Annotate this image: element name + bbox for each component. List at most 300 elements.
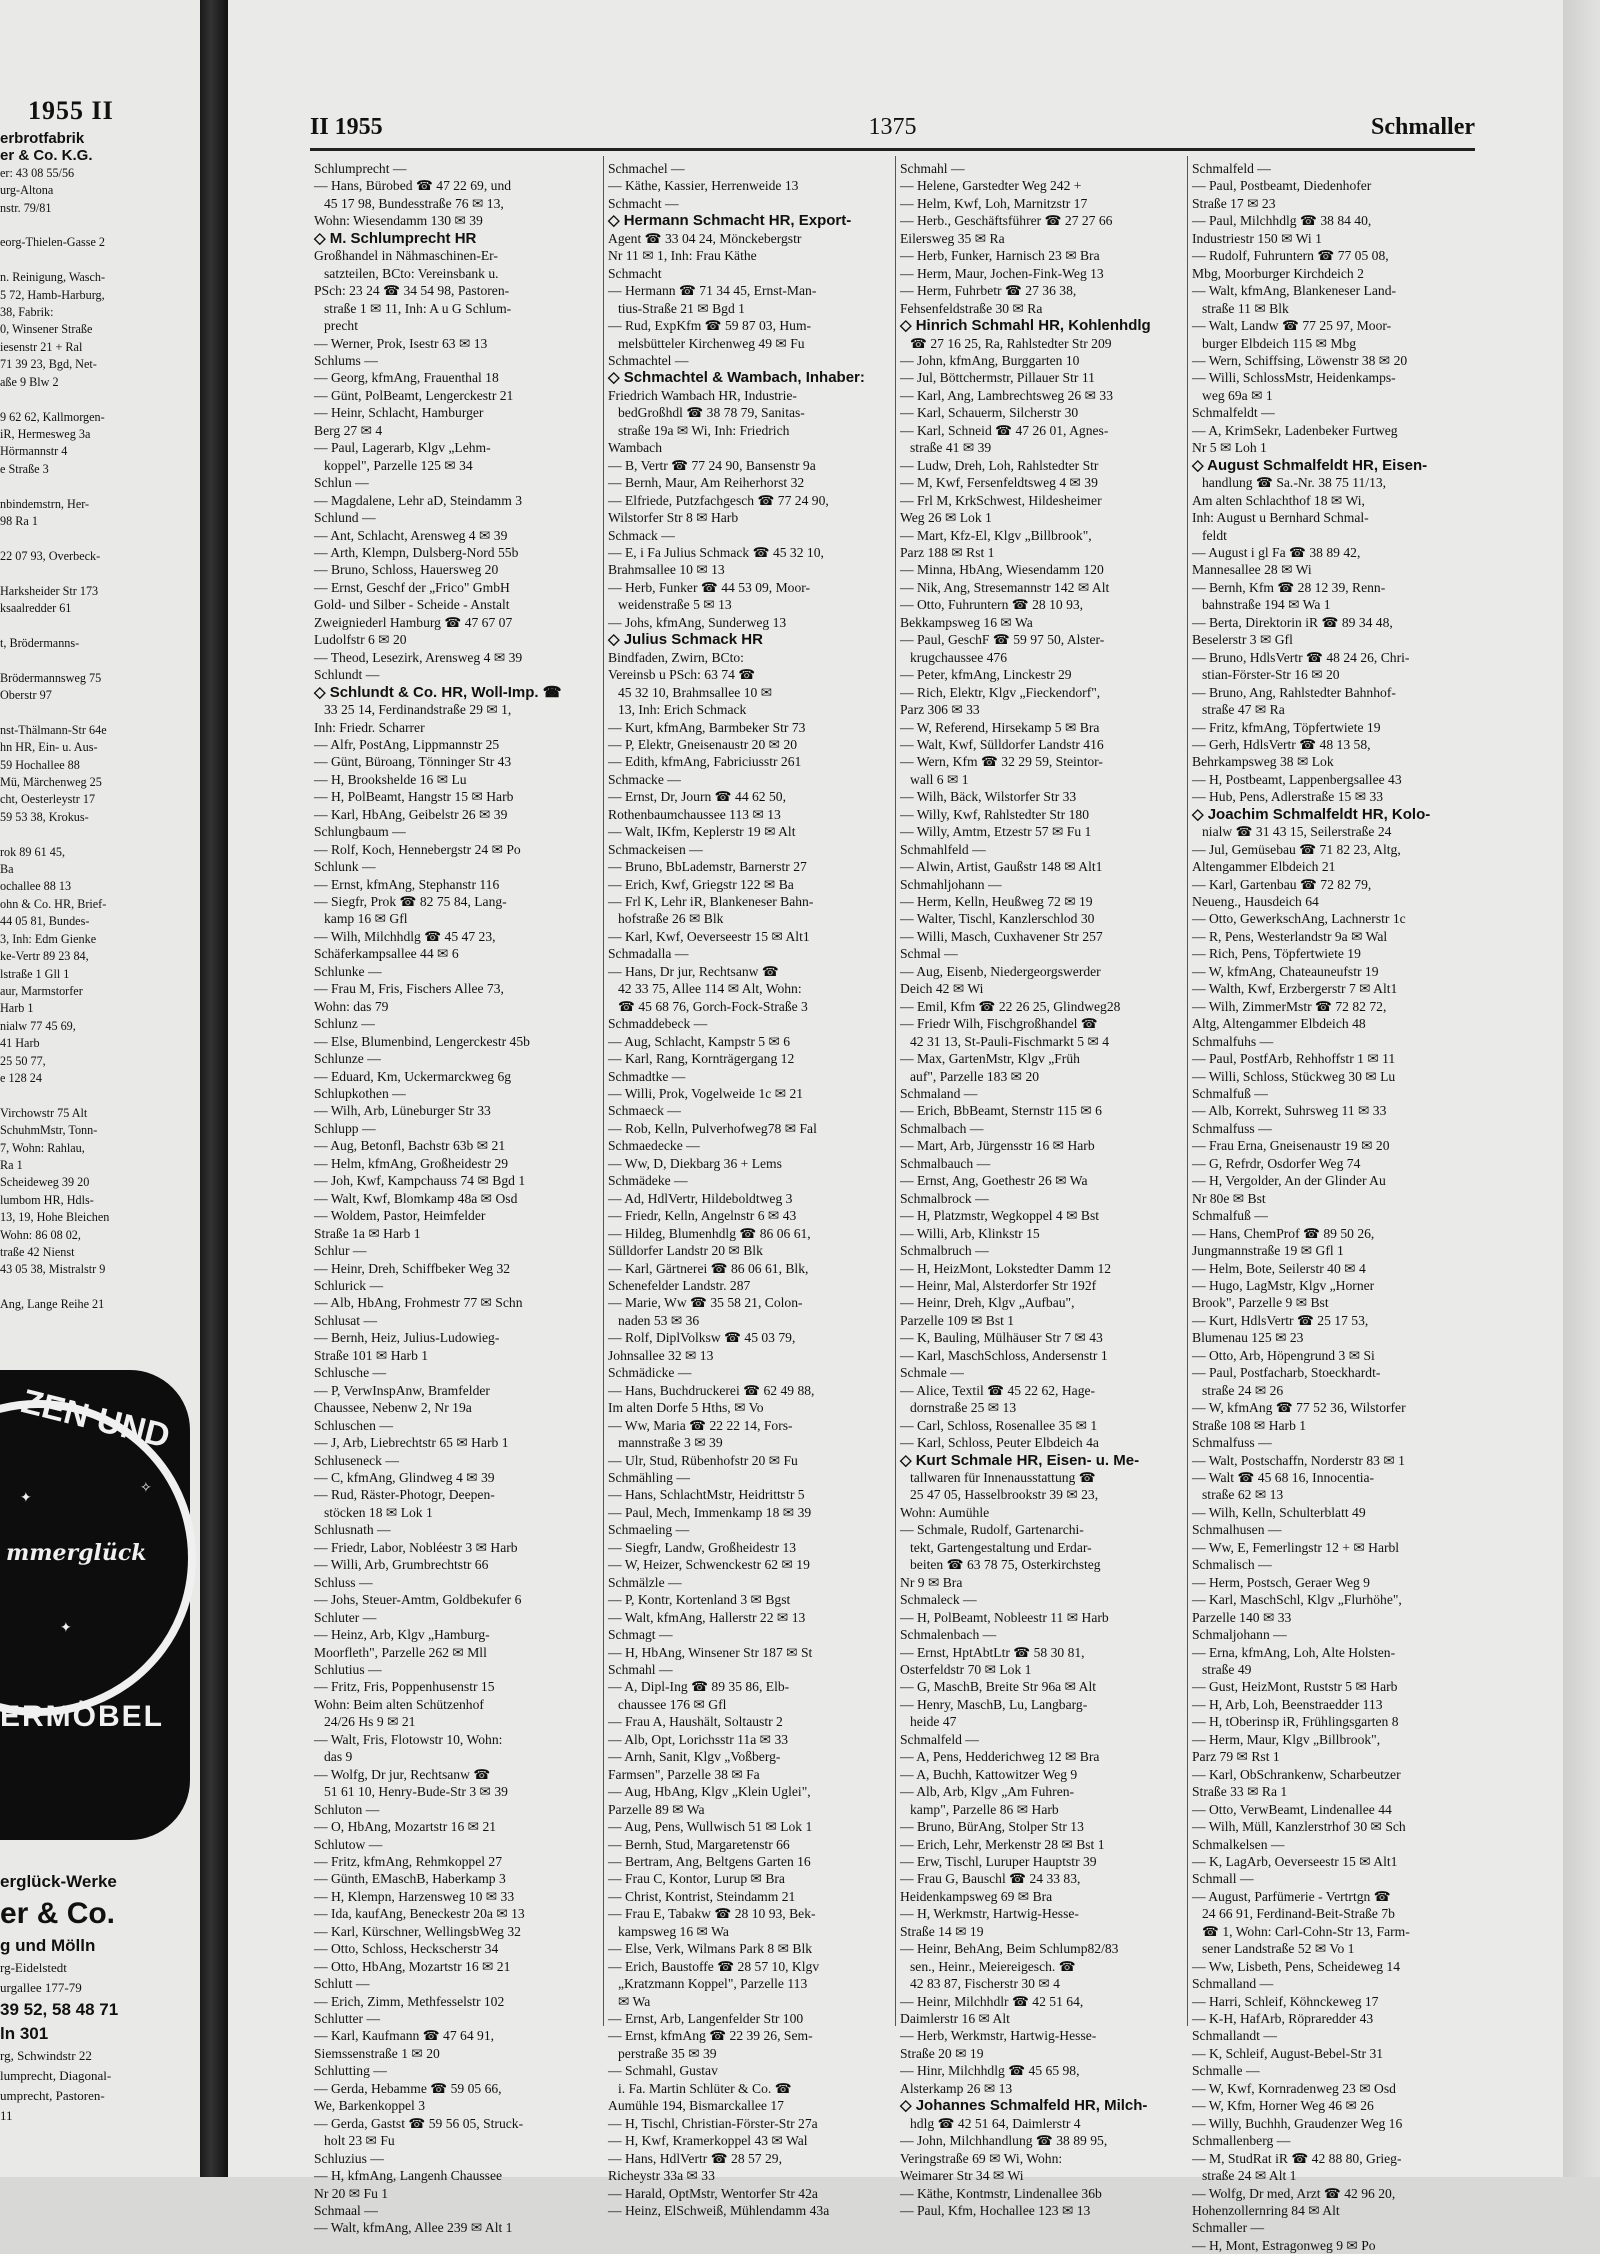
directory-line: — Heinr, Dreh, Schiffbeker Weg 32: [314, 1260, 511, 1276]
book-gutter: [200, 0, 228, 2177]
directory-line: Schmaeling —: [608, 1522, 690, 1538]
directory-line: — Minna, HbAng, Wiesendamm 120: [900, 562, 1104, 578]
directory-line: kamp 16 ✉ Gfl: [324, 911, 408, 927]
directory-line: — Kurt, kfmAng, Barmbeker Str 73: [608, 719, 806, 735]
directory-line: — Bruno, Ang, Rahlstedter Bahnhof-: [1192, 684, 1396, 700]
column-divider: [603, 156, 604, 2026]
left-page-line: [0, 217, 196, 234]
directory-line: — Georg, kfmAng, Frauenthal 18: [314, 370, 499, 386]
directory-line: Straße 17 ✉ 23: [1192, 195, 1276, 211]
directory-line: Schluton —: [314, 1801, 380, 1817]
directory-line: — H, Postbeamt, Lappenbergsallee 43: [1192, 771, 1402, 787]
directory-line: — Hans, SchlachtMstr, Heidrittstr 5: [608, 1487, 805, 1503]
directory-line: — Friedr Wilh, Fischgroßhandel ☎: [900, 1016, 1098, 1032]
directory-line: Schmalisch —: [1192, 1557, 1272, 1573]
directory-line: stöcken 18 ✉ Lok 1: [324, 1504, 433, 1520]
directory-line: — Karl, MaschSchloss, Andersenstr 1: [900, 1347, 1108, 1363]
directory-line: Schlutter —: [314, 2011, 381, 2027]
left-page-line: Brödermannsweg 75: [0, 670, 102, 685]
directory-line: — Friedr, Labor, Nobléestr 3 ✉ Harb: [314, 1539, 518, 1555]
left-page-line: 0, Winsener Straße: [0, 322, 93, 337]
directory-line: — Willy, Kwf, Rahlstedter Str 180: [900, 806, 1089, 822]
directory-line: Schlusnath —: [314, 1522, 391, 1538]
directory-line: Schlunz —: [314, 1016, 375, 1032]
directory-line: koppel", Parzelle 125 ✉ 34: [324, 457, 473, 473]
directory-line: Gold- und Silber - Scheide - Anstalt: [314, 597, 510, 613]
directory-line: — Hans, Bürobed ☎ 47 22 69, und: [314, 178, 512, 194]
left-page-line: [0, 252, 196, 269]
directory-line: Wohn: Aumühle: [900, 1504, 990, 1520]
directory-line: — W, Referend, Hirsekamp 5 ✉ Bra: [900, 719, 1100, 735]
directory-line: — Peter, kfmAng, Linckestr 29: [900, 667, 1072, 683]
directory-line: Schlutius —: [314, 1661, 382, 1677]
left-page-line: nstr. 79/81: [0, 200, 52, 215]
directory-line: — Bruno, BürAng, Stolper Str 13: [900, 1819, 1084, 1835]
directory-line: — Erich, Baustoffe ☎ 28 57 10, Klgv: [608, 1958, 820, 1974]
directory-line: ◇ Johannes Schmalfeld HR, Milch-: [900, 2097, 1148, 2115]
directory-line: — Heinz, Arb, Klgv „Hamburg-: [314, 1627, 490, 1643]
left-page-line: 25 50 77,: [0, 1053, 46, 1068]
directory-line: Schlunk —: [314, 859, 376, 875]
directory-line: precht: [324, 318, 358, 334]
directory-line: — Bertram, Ang, Beltgens Garten 16: [608, 1853, 811, 1869]
directory-line: ◇ Kurt Schmale HR, Eisen- u. Me-: [900, 1451, 1140, 1469]
directory-column-4: [1192, 160, 1476, 2253]
directory-line: — Walt, Kwf, Sülldorfer Landstr 416: [900, 736, 1104, 752]
directory-line: — H, Klempn, Harzensweg 10 ✉ 33: [314, 1888, 515, 1904]
directory-column-1: [314, 160, 598, 2236]
left-page-line: [0, 1087, 196, 1104]
directory-line: — Ww, Maria ☎ 22 22 14, Fors-: [608, 1417, 793, 1433]
left-page-line: [0, 826, 196, 843]
directory-line: — Walter, Tischl, Kanzlerschlod 30: [900, 911, 1095, 927]
directory-line: — Aug, Eisenb, Niedergeorgswerder: [900, 963, 1101, 979]
directory-line: — Jul, Böttchermstr, Pillauer Str 11: [900, 370, 1095, 386]
directory-line: Parzelle 140 ✉ 33: [1192, 1609, 1292, 1625]
directory-line: Schmale —: [900, 1365, 964, 1381]
left-page-line: ke-Vertr 89 23 84,: [0, 949, 89, 964]
directory-line: — Helm, kfmAng, Großheidestr 29: [314, 1155, 509, 1171]
left-page-line: cht, Oesterleystr 17: [0, 792, 96, 807]
ad-inner-text: mmerglück: [6, 1540, 147, 1566]
directory-line: tius-Straße 21 ✉ Bgd 1: [618, 300, 745, 316]
directory-line: — Ernst, Geschf der „Frico" GmbH: [314, 579, 510, 595]
directory-line: 24/26 Hs 9 ✉ 21: [324, 1714, 416, 1730]
left-page-line: [0, 652, 196, 669]
directory-line: — Karl, Kürschner, WellingsbWeg 32: [314, 1923, 521, 1939]
directory-line: — Aug, HbAng, Klgv „Klein Uglei",: [608, 1784, 811, 1800]
directory-line: — Gerda, Hebamme ☎ 59 05 66,: [314, 2080, 502, 2096]
directory-line: Schmacht —: [608, 195, 679, 211]
left-footer-line: umprecht, Pastoren-: [0, 2088, 105, 2103]
directory-line: — Schmale, Rudolf, Gartenarchi-: [900, 1522, 1084, 1538]
left-page-line: 5 72, Hamb-Harburg,: [0, 287, 105, 302]
directory-line: — Herb, Werkmstr, Hartwig-Hesse-: [900, 2028, 1097, 2044]
directory-line: mannstraße 3 ✉ 39: [618, 1435, 723, 1451]
directory-line: — W, Heizer, Schwenckestr 62 ✉ 19: [608, 1557, 810, 1573]
left-page-header: 1955 II: [28, 96, 114, 125]
directory-line: Schmagt —: [608, 1627, 673, 1643]
directory-line: Eilersweg 35 ✉ Ra: [900, 230, 1005, 246]
directory-line: — Else, Verk, Wilmans Park 8 ✉ Blk: [608, 1941, 813, 1957]
directory-line: — H, kfmAng, Langenh Chaussee: [314, 2168, 503, 2184]
directory-line: straße 47 ✉ Ra: [1202, 702, 1285, 718]
left-page-line: 13, 19, Hohe Bleichen: [0, 1210, 110, 1225]
directory-column-2: [608, 160, 892, 2219]
directory-line: — Karl, MaschSchl, Klgv „Flurhöhe",: [1192, 1592, 1402, 1608]
directory-line: Schäferkampsallee 44 ✉ 6: [314, 946, 459, 962]
directory-line: — Erich, Lehr, Merkenstr 28 ✉ Bst 1: [900, 1836, 1105, 1852]
directory-line: — Fritz, kfmAng, Töpfertwiete 19: [1192, 719, 1381, 735]
directory-line: Schmalland —: [1192, 1976, 1274, 1992]
directory-line: Schmalkelsen —: [1192, 1836, 1285, 1852]
directory-line: Nr 20 ✉ Fu 1: [314, 2185, 389, 2201]
directory-line: Schmaddebeck —: [608, 1016, 708, 1032]
directory-line: — Mart, Arb, Jürgensstr 16 ✉ Harb: [900, 1138, 1095, 1154]
directory-line: — Magdalene, Lehr aD, Steindamm 3: [314, 492, 523, 508]
directory-line: — C, kfmAng, Glindweg 4 ✉ 39: [314, 1469, 495, 1485]
directory-line: Osterfeldstr 70 ✉ Lok 1: [900, 1661, 1032, 1677]
directory-line: ✉ Wa: [618, 1993, 651, 2009]
directory-line: — Fritz, Fris, Poppenhusenstr 15: [314, 1679, 495, 1695]
directory-line: Schmalfuss —: [1192, 1120, 1272, 1136]
directory-line: Schlund —: [314, 510, 376, 526]
directory-line: — Frau G, Bauschl ☎ 24 33 83,: [900, 1871, 1081, 1887]
directory-line: tallwaren für Innenausstattung ☎: [910, 1469, 1096, 1485]
directory-line: Schmädeke —: [608, 1173, 688, 1189]
directory-line: Weg 26 ✉ Lok 1: [900, 510, 992, 526]
directory-line: — August, Parfümerie - Vertrtgn ☎: [1192, 1888, 1391, 1904]
advertisement-image: [0, 1370, 190, 1840]
directory-line: Schmädicke —: [608, 1365, 692, 1381]
directory-line: — Ww, E, Femerlingstr 12 + ✉ Harbl: [1192, 1539, 1400, 1555]
directory-line: — Arnh, Sanit, Klgv „Voßberg-: [608, 1749, 781, 1765]
directory-line: krugchaussee 476: [910, 649, 1008, 665]
directory-line: — Otto, Schloss, Heckscherstr 34: [314, 1941, 499, 1957]
directory-line: — Alwin, Artist, Gaußstr 148 ✉ Alt1: [900, 859, 1103, 875]
directory-line: — Wern, Kfm ☎ 32 29 59, Steintor-: [900, 754, 1103, 770]
directory-line: — Ludw, Dreh, Loh, Rahlstedter Str: [900, 457, 1099, 473]
directory-line: Schlusche —: [314, 1365, 387, 1381]
directory-line: — Hinr, Milchhdlg ☎ 45 65 98,: [900, 2063, 1080, 2079]
directory-line: — Willy, Amtm, Etzestr 57 ✉ Fu 1: [900, 824, 1092, 840]
directory-line: straße 49: [1202, 1661, 1252, 1677]
directory-line: Schmachtel —: [608, 352, 689, 368]
directory-line: Schlums —: [314, 352, 378, 368]
star-icon: ✦: [60, 1621, 72, 1636]
directory-line: Schmaal —: [314, 2203, 378, 2219]
directory-line: — Wilh, Bäck, Wilstorfer Str 33: [900, 789, 1077, 805]
left-page-fragment: [0, 0, 200, 2177]
directory-line: — Alb, HbAng, Frohmestr 77 ✉ Schn: [314, 1295, 523, 1311]
left-page-line: [0, 478, 196, 495]
left-page-line: eorg-Thielen-Gasse 2: [0, 235, 106, 250]
directory-line: — Frau M, Fris, Fischers Allee 73,: [314, 981, 504, 997]
directory-line: Schlupp —: [314, 1120, 376, 1136]
directory-line: — Willi, Schloss, Stückweg 30 ✉ Lu: [1192, 1068, 1396, 1084]
left-footer-line: g und Mölln: [0, 1936, 96, 1955]
left-page-line: nialw 77 45 69,: [0, 1018, 76, 1033]
directory-line: Schlutt —: [314, 1976, 370, 1992]
directory-line: — Karl, Kaufmann ☎ 47 64 91,: [314, 2028, 495, 2044]
left-page-line: nst-Thälmann-Str 64e: [0, 722, 107, 737]
directory-line: Rothenbaumchaussee 113 ✉ 13: [608, 806, 781, 822]
directory-line: ◇ August Schmalfeldt HR, Eisen-: [1192, 456, 1428, 474]
directory-line: — Frau Erna, Gneisenaustr 19 ✉ 20: [1192, 1138, 1390, 1154]
left-page-line: 9 62 62, Kallmorgen-: [0, 409, 105, 424]
directory-line: Heidenkampsweg 69 ✉ Bra: [900, 1888, 1053, 1904]
directory-line: holt 23 ✉ Fu: [324, 2133, 395, 2149]
directory-line: Schmackeisen —: [608, 841, 703, 857]
directory-line: — Carl, Schloss, Rosenallee 35 ✉ 1: [900, 1417, 1098, 1433]
directory-line: naden 53 ✉ 36: [618, 1312, 700, 1328]
directory-line: 45 17 98, Bundesstraße 76 ✉ 13,: [324, 195, 504, 211]
directory-line: Berg 27 ✉ 4: [314, 422, 383, 438]
directory-line: — Bernh, Stud, Margaretenstr 66: [608, 1836, 790, 1852]
directory-line: 42 33 75, Allee 114 ✉ Alt, Wohn:: [618, 981, 802, 997]
directory-line: Schmalbauch —: [900, 1155, 991, 1171]
directory-line: Schluschen —: [314, 1417, 393, 1433]
left-page-line: 22 07 93, Overbeck-: [0, 548, 101, 563]
directory-line: — K, Bauling, Mülhäuser Str 7 ✉ 43: [900, 1330, 1103, 1346]
left-page-line: traße 42 Nienst: [0, 1245, 75, 1259]
directory-line: — J, Arb, Liebrechtstr 65 ✉ Harb 1: [314, 1435, 509, 1451]
directory-line: — H, HeizMont, Lokstedter Damm 12: [900, 1260, 1112, 1276]
directory-line: — Paul, Mech, Immenkamp 18 ✉ 39: [608, 1504, 812, 1520]
left-page-line: iesenstr 21 + Ral: [0, 339, 83, 354]
directory-line: Schmack —: [608, 527, 675, 543]
directory-line: PSch: 23 24 ☎ 34 54 98, Pastoren-: [314, 283, 510, 299]
directory-line: — A, Dipl-Ing ☎ 89 35 86, Elb-: [608, 1679, 790, 1695]
directory-line: Schlun —: [314, 475, 369, 491]
directory-line: — Ww, Lisbeth, Pens, Scheideweg 14: [1192, 1958, 1401, 1974]
left-page-line: Virchowstr 75 Alt: [0, 1105, 88, 1120]
directory-line: — Otto, Arb, Höpengrund 3 ✉ Si: [1192, 1347, 1375, 1363]
directory-line: Schmalfuß —: [1192, 1208, 1268, 1224]
left-page-line: 41 Harb: [0, 1036, 40, 1051]
left-footer-line: rg-Eidelstedt: [0, 1960, 67, 1975]
left-page-line: er & Co. K.G.: [0, 147, 93, 165]
directory-line: Schmälzle —: [608, 1574, 682, 1590]
directory-line: Schlunze —: [314, 1051, 381, 1067]
page-running-head: Schmaller: [1371, 114, 1475, 140]
directory-line: — Alfr, PostAng, Lippmannstr 25: [314, 736, 500, 752]
directory-line: ◇ Hermann Schmacht HR, Export-: [608, 212, 852, 230]
directory-line: Schmadtke —: [608, 1068, 686, 1084]
directory-line: — H, PolBeamt, Hangstr 15 ✉ Harb: [314, 789, 514, 805]
directory-line: Moorfleth", Parzelle 262 ✉ Mll: [314, 1644, 487, 1660]
directory-line: Schmaljohann —: [1192, 1627, 1287, 1643]
directory-line: — W, kfmAng ☎ 77 52 36, Wilstorfer: [1192, 1400, 1406, 1416]
left-page-line: Mü, Märchenweg 25: [0, 775, 102, 790]
directory-line: — H, Werkmstr, Hartwig-Hesse-: [900, 1906, 1079, 1922]
left-page-line: Ang, Lange Reihe 21: [0, 1297, 105, 1312]
directory-line: — W, Kfm, Horner Weg 46 ✉ 26: [1192, 2098, 1374, 2114]
directory-line: dornstraße 25 ✉ 13: [910, 1400, 1017, 1416]
directory-line: — Frau A, Haushält, Soltaustr 2: [608, 1714, 783, 1730]
directory-line: — H, Vergolder, An der Glinder Au: [1192, 1173, 1386, 1189]
directory-line: nialw ☎ 31 43 15, Seilerstraße 24: [1202, 824, 1392, 840]
left-footer-line: er & Co.: [0, 1897, 116, 1930]
directory-line: Richeystr 33a ✉ 33: [608, 2168, 715, 2184]
directory-line: Schlurick —: [314, 1278, 384, 1293]
directory-line: — Paul, Milchhdlg ☎ 38 84 40,: [1192, 213, 1372, 229]
directory-line: hofstraße 26 ✉ Blk: [618, 911, 724, 927]
directory-line: — Wilh, Arb, Lüneburger Str 33: [314, 1103, 491, 1119]
directory-line: — Hans, ChemProf ☎ 89 50 26,: [1192, 1225, 1375, 1241]
directory-line: — Ulr, Stud, Rübenhofstr 20 ✉ Fu: [608, 1452, 798, 1468]
directory-line: — O, HbAng, Mozartstr 16 ✉ 21: [314, 1819, 497, 1835]
directory-line: kampsweg 16 ✉ Wa: [618, 1923, 729, 1939]
directory-line: Bindfaden, Zwirn, BCto:: [608, 649, 744, 665]
directory-line: — R, Pens, Westerlandstr 9a ✉ Wal: [1192, 928, 1388, 944]
directory-line: — Bernh, Heiz, Julius-Ludowieg-: [314, 1330, 500, 1346]
directory-line: — Alice, Textil ☎ 45 22 62, Hage-: [900, 1382, 1096, 1398]
directory-line: — Karl, Schneid ☎ 47 26 01, Agnes-: [900, 422, 1109, 438]
directory-line: Chaussee, Nebenw 2, Nr 19a: [314, 1400, 472, 1416]
directory-line: Altg, Altengammer Elbdeich 48: [1192, 1016, 1366, 1032]
directory-line: — H, Tischl, Christian-Förster-Str 27a: [608, 2115, 818, 2131]
directory-line: bedGroßhdl ☎ 38 78 79, Sanitas-: [618, 405, 805, 421]
directory-line: — Herb, Funker, Harnisch 23 ✉ Bra: [900, 248, 1100, 264]
directory-line: Schlumprecht —: [314, 161, 407, 176]
directory-line: — Karl, Rang, Kornträgergang 12: [608, 1051, 795, 1067]
directory-line: — Walt, kfmAng, Hallerstr 22 ✉ 13: [608, 1609, 806, 1625]
directory-line: Großhandel in Nähmaschinen-Er-: [314, 248, 498, 264]
directory-line: — Heinr, Mal, Alsterdorfer Str 192f: [900, 1278, 1097, 1293]
directory-line: — Walt, Postschaffn, Norderstr 83 ✉ 1: [1192, 1452, 1405, 1468]
directory-line: Mannesallee 28 ✉ Wi: [1192, 562, 1312, 578]
directory-line: — Ad, HdlVertr, Hildeboldtweg 3: [608, 1190, 793, 1206]
directory-line: — Ernst, kfmAng, Stephanstr 116: [314, 876, 500, 892]
directory-line: straße 19a ✉ Wi, Inh: Friedrich: [618, 422, 790, 438]
left-page-line: lumbom HR, Hdls-: [0, 1192, 94, 1207]
directory-line: Schmalenbach —: [900, 1627, 997, 1643]
directory-line: — John, Milchhandlung ☎ 38 89 95,: [900, 2133, 1108, 2149]
directory-page: [228, 0, 1600, 2253]
directory-line: — P, Elektr, Gneisenaustr 20 ✉ 20: [608, 736, 798, 752]
directory-line: — W, Kwf, Kornradenweg 23 ✉ Osd: [1192, 2080, 1396, 2096]
directory-line: i. Fa. Martin Schlüter & Co. ☎: [618, 2080, 792, 2096]
directory-line: Schmalfuhs —: [1192, 1033, 1274, 1049]
directory-line: — Aug, Schlacht, Kampstr 5 ✉ 6: [608, 1033, 791, 1049]
left-page-line: ksaalredder 61: [0, 600, 72, 615]
directory-line: Schlungbaum —: [314, 824, 406, 840]
directory-line: Schmalfeld —: [1192, 161, 1271, 176]
directory-line: Schmallandt —: [1192, 2028, 1277, 2044]
directory-line: Fehsenfeldstraße 30 ✉ Ra: [900, 300, 1043, 316]
directory-line: — K-H, HafArb, Röpraredder 43: [1192, 2011, 1374, 2027]
directory-line: sener Landstraße 52 ✉ Vo 1: [1202, 1941, 1355, 1957]
left-footer-line: 39 52, 58 48 71: [0, 2000, 119, 2019]
directory-line: Schmahl —: [608, 1661, 673, 1677]
directory-line: — Paul, Kfm, Hochallee 123 ✉ 13: [900, 2203, 1091, 2219]
directory-line: ☎ 1, Wohn: Carl-Cohn-Str 13, Farm-: [1202, 1923, 1410, 1939]
directory-line: — Ernst, kfmAng ☎ 22 39 26, Sem-: [608, 2028, 813, 2044]
directory-line: — Bruno, HdlsVertr ☎ 48 24 26, Chri-: [1192, 649, 1410, 665]
directory-line: — Rolf, DiplVolksw ☎ 45 03 79,: [608, 1330, 796, 1346]
directory-line: Straße 20 ✉ 19: [900, 2045, 984, 2061]
directory-line: Brahmsallee 10 ✉ 13: [608, 562, 725, 578]
left-footer-line: erglück-Werke: [0, 1872, 117, 1891]
directory-line: tekt, Gartengestaltung und Erdar-: [910, 1539, 1092, 1555]
directory-line: 42 83 87, Fischerstr 30 ✉ 4: [910, 1976, 1060, 1992]
directory-line: Schmalhusen —: [1192, 1522, 1282, 1538]
directory-line: — Günt, Büroang, Tönninger Str 43: [314, 754, 512, 770]
directory-line: — Herm, Maur, Jochen-Fink-Weg 13: [900, 265, 1104, 281]
directory-line: — Ernst, Dr, Journ ☎ 44 62 50,: [608, 789, 786, 805]
left-page-line: urg-Altona: [0, 183, 54, 198]
directory-line: ☎ 45 68 76, Gorch-Fock-Straße 3: [618, 998, 808, 1014]
directory-line: straße 11 ✉ Blk: [1202, 300, 1289, 316]
directory-line: — Ernst, Arb, Langenfelder Str 100: [608, 2011, 804, 2027]
directory-line: beiten ☎ 63 78 75, Osterkirchsteg: [910, 1557, 1101, 1573]
directory-line: — G, Refrdr, Osdorfer Weg 74: [1192, 1155, 1361, 1171]
directory-line: — Frl M, KrkSchwest, Hildesheimer: [900, 492, 1102, 508]
directory-line: — H, tOberinsp iR, Frühlingsgarten 8: [1192, 1714, 1399, 1730]
directory-line: Parzelle 109 ✉ Bst 1: [900, 1312, 1015, 1328]
directory-line: — Heinz, ElSchweiß, Mühlendamm 43a: [608, 2203, 830, 2219]
column-divider: [895, 156, 896, 2026]
directory-line: — Walt, kfmAng, Allee 239 ✉ Alt 1: [314, 2220, 513, 2236]
directory-line: — Willi, SchlossMstr, Heidenkamps-: [1192, 370, 1396, 386]
left-page-line: ohn & Co. HR, Brief-: [0, 896, 107, 911]
left-page-line: Ra 1: [0, 1157, 23, 1172]
directory-line: — Rob, Kelln, Pulverhofweg78 ✉ Fal: [608, 1120, 817, 1136]
directory-line: Schmacht: [608, 265, 662, 281]
directory-line: — Willy, Buchhh, Graudenzer Weg 16: [1192, 2115, 1403, 2131]
directory-line: 45 32 10, Brahmsallee 10 ✉: [618, 684, 773, 700]
directory-line: Schlunke —: [314, 963, 382, 979]
directory-line: — Gerda, Gastst ☎ 59 56 05, Struck-: [314, 2115, 524, 2131]
directory-line: Schmähling —: [608, 1469, 690, 1485]
left-page-line: 98 Ra 1: [0, 513, 38, 528]
left-page-line: nbindemstrn, Her-: [0, 496, 90, 511]
directory-line: ◇ Schlundt & Co. HR, Woll-Imp. ☎: [314, 683, 562, 701]
directory-line: Wohn: das 79: [314, 998, 389, 1014]
left-footer-line: ln 301: [0, 2024, 49, 2043]
directory-line: — Walth, Kwf, Erzbergerstr 7 ✉ Alt1: [1192, 981, 1398, 997]
directory-line: ◇ M. Schlumprecht HR: [314, 229, 477, 247]
directory-line: Schlutow —: [314, 1836, 383, 1852]
directory-line: Friedrich Wambach HR, Industrie-: [608, 387, 797, 403]
directory-line: Schmalfuß —: [1192, 1086, 1268, 1102]
directory-line: Schmahl —: [900, 161, 965, 176]
directory-line: — Günt, PolBeamt, Lengerckestr 21: [314, 387, 514, 403]
directory-line: — Helm, Bote, Seilerstr 40 ✉ 4: [1192, 1260, 1366, 1276]
directory-line: — Rudolf, Fuhruntern ☎ 77 05 08,: [1192, 248, 1389, 264]
directory-line: satzteilen, BCto: Vereinsbank u.: [324, 265, 499, 281]
directory-line: Nr 9 ✉ Bra: [900, 1574, 963, 1590]
directory-line: — H, Kwf, Kramerkoppel 43 ✉ Wal: [608, 2133, 808, 2149]
directory-line: — Willi, Masch, Cuxhavener Str 257: [900, 928, 1103, 944]
directory-line: — Hub, Pens, Adlerstraße 15 ✉ 33: [1192, 789, 1384, 805]
directory-line: — Otto, Fuhruntern ☎ 28 10 93,: [900, 597, 1084, 613]
directory-line: — Rud, Räster-Photogr, Deepen-: [314, 1487, 495, 1503]
directory-line: — Walt ☎ 45 68 16, Innocentia-: [1192, 1469, 1375, 1485]
directory-line: Schmalbrock —: [900, 1190, 989, 1206]
directory-line: ◇ Julius Schmack HR: [608, 631, 763, 649]
directory-line: — Fritz, kfmAng, Rehmkoppel 27: [314, 1853, 503, 1869]
directory-line: straße 24 ✉ 26: [1202, 1382, 1284, 1398]
directory-line: Agent ☎ 33 04 24, Mönckebergstr: [608, 230, 802, 246]
directory-line: — Gust, HeizMont, Ruststr 5 ✉ Harb: [1192, 1679, 1398, 1695]
directory-line: Weimarer Str 34 ✉ Wi: [900, 2168, 1024, 2184]
directory-line: — Herb, Funker ☎ 44 53 09, Moor-: [608, 579, 811, 595]
directory-line: — Hans, HdlVertr ☎ 28 57 29,: [608, 2150, 782, 2166]
directory-line: — Henry, MaschB, Lu, Langbarg-: [900, 1696, 1088, 1712]
directory-line: Parz 306 ✉ 33: [900, 702, 980, 718]
